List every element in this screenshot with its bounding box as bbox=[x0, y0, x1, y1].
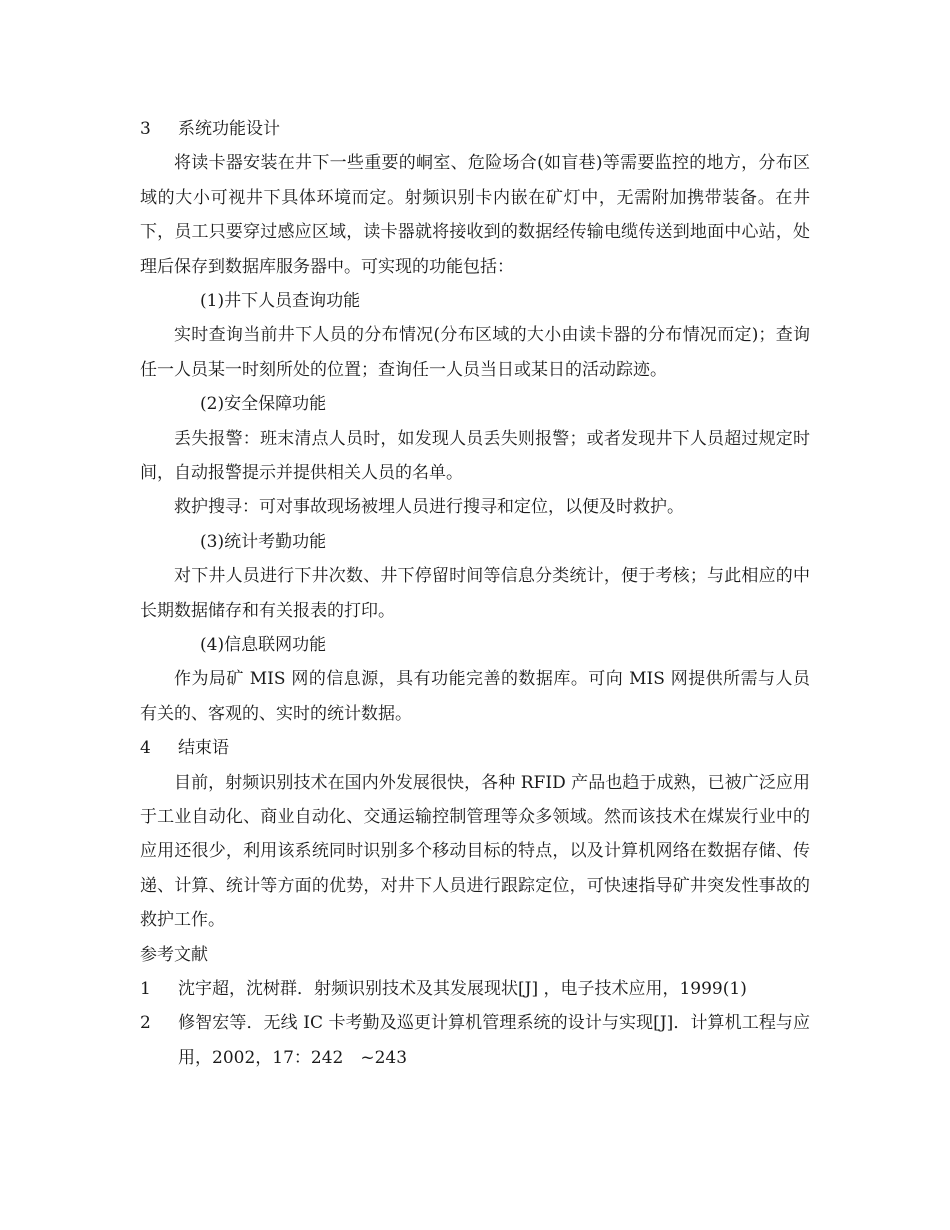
section-3-title: 系统功能设计 bbox=[178, 119, 280, 139]
function-4-text: 作为局矿 MIS 网的信息源，具有功能完善的数据库。可向 MIS 网提供所需与人员有关的、客观的、实时的统计数据。 bbox=[140, 669, 810, 724]
section-4-heading bbox=[140, 731, 810, 765]
references-heading: 参考文献 bbox=[140, 944, 208, 965]
function-2-text-rescue: 救护搜寻：可对事故现场被埋人员进行搜寻和定位，以便及时救护。 bbox=[174, 497, 684, 518]
section-4-title: 结束语 bbox=[178, 738, 229, 759]
section-3-intro: 将读卡器安装在井下一些重要的峒室、危险场合(如盲巷)等需要监控的地方，分布区域的大小可视井下具体环境而定。射频识别卡内嵌在矿灯中，无需附加携带装备。在井下，员工只要穿过感应区域，读卡器就将接收到的数据经传输电缆传送到地面中心站，处理后保存到数据库服务器中。可实现的功能包括： bbox=[140, 153, 810, 277]
reference-number: 2 bbox=[140, 1013, 151, 1034]
function-1-title: (1)井下人员查询功能 bbox=[200, 291, 361, 312]
document-page bbox=[140, 112, 810, 1075]
reference-text: 修智宏等．无线 IC 卡考勤及巡更计算机管理系统的设计与实现[J]．计算机工程与应用，2002，17：242 ~243 bbox=[178, 1013, 810, 1068]
reference-item-1 bbox=[140, 972, 810, 1006]
section-3-heading bbox=[140, 112, 810, 146]
function-1-text: 实时查询当前井下人员的分布情况(分布区域的大小由读卡器的分布情况而定)；查询任一人员某一时刻所处的位置；查询任一人员当日或某日的活动踪迹。 bbox=[140, 325, 810, 380]
reference-number: 1 bbox=[140, 979, 151, 1000]
function-3-title: (3)统计考勤功能 bbox=[200, 531, 327, 552]
reference-text: 沈宇超，沈树群．射频识别技术及其发展现状[J] ，电子技术应用，1999(1) bbox=[178, 979, 747, 1000]
function-2-title: (2)安全保障功能 bbox=[200, 394, 327, 415]
section-4-text: 目前，射频识别技术在国内外发展很快，各种 RFID 产品也趋于成熟，已被广泛应用于工业自动化、商业自动化、交通运输控制管理等众多领域。然而该技术在煤炭行业中的应用还很少，利用该系统同时识别多个移动目标的特点，以及计算机网络在数据存储、传递、计算、统计等方面的优势，对井下人员进行跟踪定位，可快速指导矿井突发性事故的救护工作。 bbox=[140, 772, 810, 931]
reference-item-2 bbox=[140, 1006, 810, 1075]
function-2-text-loss-alarm: 丢失报警：班末清点人员时，如发现人员丢失则报警；或者发现井下人员超过规定时间，自动报警提示并提供相关人员的名单。 bbox=[140, 428, 810, 484]
section-3-number: 3 bbox=[140, 119, 151, 139]
section-4-number: 4 bbox=[140, 738, 151, 759]
function-4-title: (4)信息联网功能 bbox=[200, 635, 327, 656]
function-3-text: 对下井人员进行下井次数、井下停留时间等信息分类统计，便于考核；与此相应的中长期数据储存和有关报表的打印。 bbox=[140, 566, 810, 621]
